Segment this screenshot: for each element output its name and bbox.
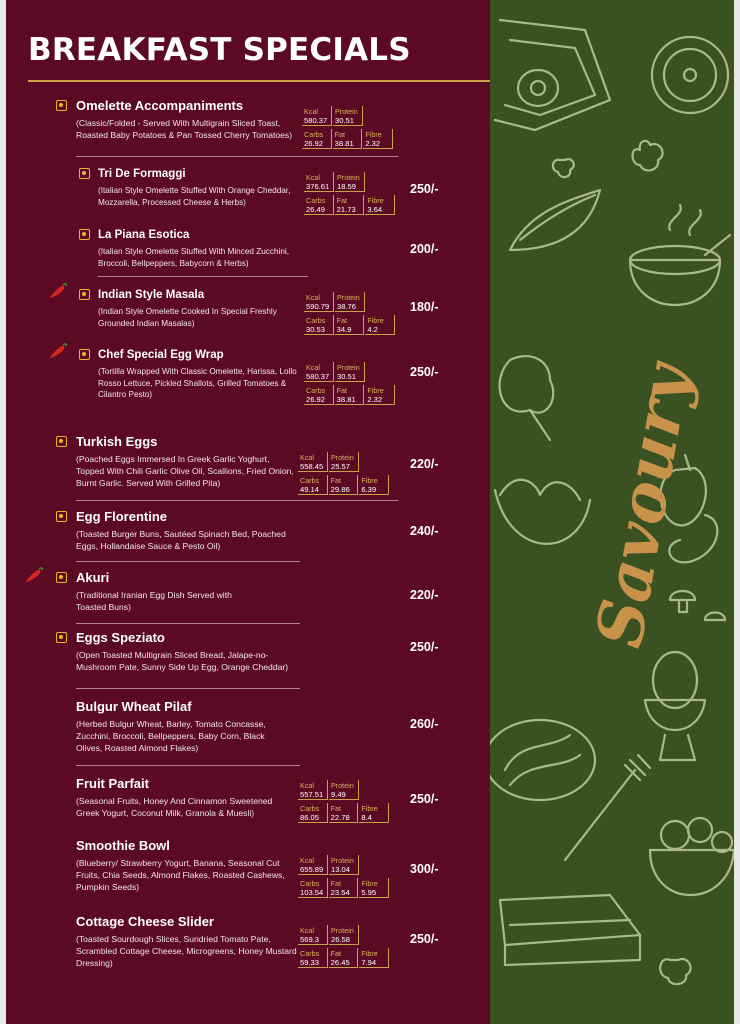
carbs-label: Carbs bbox=[300, 476, 320, 485]
fibre-label: Fibre bbox=[361, 949, 378, 958]
protein-label: Protein bbox=[331, 856, 354, 865]
fat-label: Fat bbox=[336, 316, 348, 325]
carbs-label: Carbs bbox=[300, 949, 320, 958]
item-price: 250/- bbox=[410, 182, 439, 196]
item-description: (Blueberry/ Strawberry Yogurt, Banana, Seasonal Cut Fruits, Chia Seeds, Almond Flakes, Roasted Cashews, Pumpkin Seeds) bbox=[76, 858, 285, 892]
menu-page bbox=[6, 0, 734, 1024]
item-description: (Classic/Folded - Served With Multigrain Sliced Toast, Roasted Baby Potatoes & Pan Tossed Cherry Tomatoes) bbox=[76, 118, 293, 140]
item-name: Egg Florentine bbox=[76, 509, 167, 524]
item-name: Fruit Parfait bbox=[76, 776, 149, 791]
menu-item bbox=[98, 166, 303, 208]
item-price: 260/- bbox=[410, 717, 439, 731]
item-description: (Herbed Bulgur Wheat, Barley, Tomato Concasse, Zucchini, Broccoli, Bellpeppers, Baby Corn, Black Olives, Roasted Almond Flakes) bbox=[76, 719, 266, 753]
item-price: 180/- bbox=[410, 300, 439, 314]
menu-column bbox=[6, 0, 490, 1024]
menu-item bbox=[98, 287, 303, 329]
menu-item bbox=[76, 630, 290, 673]
item-name: Turkish Eggs bbox=[76, 434, 158, 449]
savoury-label bbox=[520, 330, 720, 670]
protein-value: 38.76 bbox=[337, 302, 357, 311]
fibre-label: Fibre bbox=[367, 386, 384, 395]
carbs-value: 103.54 bbox=[300, 888, 324, 897]
menu-item bbox=[76, 838, 294, 893]
item-price: 220/- bbox=[410, 457, 439, 471]
item-name: Indian Style Masala bbox=[98, 289, 205, 301]
item-description: (Toasted Burger Buns, Sautéed Spinach Bed, Poached Eggs, Hollandaise Sauce & Pesto Oil) bbox=[76, 529, 286, 551]
nutrition-table bbox=[304, 172, 396, 215]
menu-item bbox=[76, 98, 301, 141]
kcal-value: 590.79 bbox=[306, 302, 330, 311]
menu-item bbox=[76, 434, 298, 489]
item-name: Bulgur Wheat Pilaf bbox=[76, 699, 192, 714]
kcal-value: 655.89 bbox=[300, 865, 324, 874]
item-description: (Tortilla Wrapped With Classic Omelette, Harissa, Lollo Rosso Lettuce, Pickled Shallots, Grilled Tomatoes & Cilantro Pesto) bbox=[98, 367, 297, 399]
fat-label: Fat bbox=[330, 804, 342, 813]
fibre-label: Fibre bbox=[367, 196, 384, 205]
menu-item bbox=[98, 227, 308, 269]
kcal-value: 580.37 bbox=[306, 372, 330, 381]
fibre-value: 7.94 bbox=[361, 958, 377, 967]
item-price: 250/- bbox=[410, 932, 439, 946]
fibre-label: Fibre bbox=[365, 130, 382, 139]
protein-value: 9.49 bbox=[331, 790, 346, 799]
fat-value: 21.73 bbox=[336, 205, 356, 214]
protein-value: 18.59 bbox=[337, 182, 357, 191]
kcal-value: 557.51 bbox=[300, 790, 324, 799]
item-name: La Piana Esotica bbox=[98, 229, 190, 241]
kcal-label: Kcal bbox=[306, 173, 320, 182]
menu-item bbox=[76, 699, 292, 754]
kcal-label: Kcal bbox=[300, 926, 314, 935]
veg-icon bbox=[79, 168, 90, 179]
item-price: 250/- bbox=[410, 792, 439, 806]
nutrition-table bbox=[298, 855, 390, 898]
kcal-value: 580.37 bbox=[304, 116, 328, 125]
veg-icon bbox=[79, 349, 90, 360]
item-divider bbox=[76, 765, 300, 766]
veg-icon bbox=[56, 572, 67, 583]
item-description: (Poached Eggs Immersed In Greek Garlic Yoghurt, Topped With Chili Garlic Olive Oil, Scallions, Fried Onion, Burnt Garlic. Served With Grilled Pita) bbox=[76, 454, 294, 488]
item-description: (Italian Style Omelette Stuffed With Minced Zucchini, Broccoli, Bellpeppers, Babycorn & Herbs) bbox=[98, 247, 289, 268]
carbs-label: Carbs bbox=[306, 316, 326, 325]
item-description: (Toasted Sourdough Slices, Sundried Tomato Pate, Scrambled Cottage Cheese, Microgreens, Honey Mustard Dressing) bbox=[76, 934, 297, 968]
nutrition-table bbox=[304, 362, 396, 405]
fat-value: 26.45 bbox=[330, 958, 350, 967]
fat-label: Fat bbox=[334, 130, 346, 139]
kcal-value: 569.3 bbox=[300, 935, 320, 944]
fibre-label: Fibre bbox=[361, 804, 378, 813]
item-description: (Seasonal Fruits, Honey And Cinnamon Sweetened Greek Yogurt, Coconut Milk, Granola & Muesli) bbox=[76, 796, 273, 818]
title-divider bbox=[28, 80, 490, 82]
item-name: Akuri bbox=[76, 570, 110, 585]
item-name: Omelette Accompaniments bbox=[76, 98, 244, 113]
fat-label: Fat bbox=[330, 879, 342, 888]
item-divider bbox=[76, 156, 398, 157]
nutrition-table bbox=[298, 925, 390, 968]
fibre-value: 2.32 bbox=[367, 395, 383, 404]
savoury-text: Savoury bbox=[581, 359, 706, 653]
protein-label: Protein bbox=[331, 926, 354, 935]
veg-icon bbox=[56, 511, 67, 522]
protein-label: Protein bbox=[331, 781, 354, 790]
carbs-label: Carbs bbox=[304, 130, 324, 139]
kcal-label: Kcal bbox=[304, 107, 318, 116]
fat-label: Fat bbox=[336, 386, 348, 395]
fibre-value: 4.2 bbox=[367, 325, 378, 334]
kcal-value: 376.61 bbox=[306, 182, 330, 191]
fibre-label: Fibre bbox=[367, 316, 384, 325]
carbs-value: 59.33 bbox=[300, 958, 320, 967]
veg-icon bbox=[56, 100, 67, 111]
menu-item bbox=[76, 776, 298, 819]
carbs-label: Carbs bbox=[306, 196, 326, 205]
fat-label: Fat bbox=[330, 949, 342, 958]
carbs-label: Carbs bbox=[306, 386, 326, 395]
carbs-label: Carbs bbox=[300, 804, 320, 813]
protein-label: Protein bbox=[335, 107, 358, 116]
item-divider bbox=[76, 561, 300, 562]
protein-value: 30.51 bbox=[335, 116, 355, 125]
protein-value: 25.57 bbox=[331, 462, 351, 471]
fat-value: 23.54 bbox=[330, 888, 350, 897]
carbs-value: 86.05 bbox=[300, 813, 320, 822]
kcal-label: Kcal bbox=[306, 363, 320, 372]
menu-item bbox=[76, 509, 298, 552]
veg-icon bbox=[79, 229, 90, 240]
carbs-value: 26.49 bbox=[306, 205, 326, 214]
item-divider bbox=[76, 688, 300, 689]
item-price: 300/- bbox=[410, 862, 439, 876]
nutrition-table bbox=[298, 452, 390, 495]
fibre-value: 6.39 bbox=[361, 485, 377, 494]
item-divider bbox=[76, 500, 398, 501]
nutrition-table bbox=[304, 292, 396, 335]
veg-icon bbox=[56, 632, 67, 643]
menu-item bbox=[76, 914, 298, 969]
kcal-label: Kcal bbox=[306, 293, 320, 302]
protein-value: 26.58 bbox=[331, 935, 351, 944]
item-name: Eggs Speziato bbox=[76, 630, 165, 645]
fibre-value: 8.4 bbox=[361, 813, 372, 822]
fat-value: 38.81 bbox=[336, 395, 356, 404]
protein-value: 13.04 bbox=[331, 865, 351, 874]
carbs-value: 26.92 bbox=[306, 395, 326, 404]
fat-value: 34.9 bbox=[336, 325, 352, 334]
protein-value: 30.51 bbox=[337, 372, 357, 381]
item-divider bbox=[98, 276, 308, 277]
protein-label: Protein bbox=[331, 453, 354, 462]
kcal-label: Kcal bbox=[300, 781, 314, 790]
item-description: (Open Toasted Multigrain Sliced Bread, Jalape-no-Mushroom Pate, Sunny Side Up Egg, Orange Cheddar) bbox=[76, 650, 289, 672]
item-price: 200/- bbox=[410, 242, 439, 256]
nutrition-table bbox=[302, 106, 394, 149]
item-price: 250/- bbox=[410, 365, 439, 379]
kcal-value: 558.45 bbox=[300, 462, 324, 471]
nutrition-table bbox=[298, 780, 390, 823]
fat-label: Fat bbox=[336, 196, 348, 205]
kcal-label: Kcal bbox=[300, 453, 314, 462]
veg-icon bbox=[79, 289, 90, 300]
kcal-label: Kcal bbox=[300, 856, 314, 865]
fat-value: 22.78 bbox=[330, 813, 350, 822]
spicy-chili-icon bbox=[48, 282, 68, 300]
item-name: Cottage Cheese Slider bbox=[76, 914, 214, 929]
page-title: BREAKFAST SPECIALS bbox=[28, 32, 411, 68]
item-name: Tri De Formaggi bbox=[98, 168, 186, 180]
fibre-value: 5.95 bbox=[361, 888, 377, 897]
veg-icon bbox=[56, 436, 67, 447]
carbs-value: 49.14 bbox=[300, 485, 320, 494]
spicy-chili-icon bbox=[24, 566, 44, 584]
fibre-label: Fibre bbox=[361, 879, 378, 888]
fat-value: 38.81 bbox=[334, 139, 354, 148]
item-name: Smoothie Bowl bbox=[76, 838, 170, 853]
item-name: Chef Special Egg Wrap bbox=[98, 349, 224, 361]
item-price: 240/- bbox=[410, 524, 439, 538]
carbs-label: Carbs bbox=[300, 879, 320, 888]
menu-item bbox=[76, 570, 256, 613]
item-description: (Italian Style Omelette Stuffed With Orange Cheddar, Mozzarella, Processed Cheese & Herbs) bbox=[98, 186, 291, 207]
item-price: 220/- bbox=[410, 588, 439, 602]
item-description: (Indian Style Omelette Cooked In Special Freshly Grounded Indian Masalas) bbox=[98, 307, 277, 328]
item-divider bbox=[76, 623, 300, 624]
fat-label: Fat bbox=[330, 476, 342, 485]
carbs-value: 26.92 bbox=[304, 139, 324, 148]
fat-value: 29.86 bbox=[330, 485, 350, 494]
savoury-panel bbox=[490, 0, 734, 1024]
item-price: 250/- bbox=[410, 640, 439, 654]
menu-item bbox=[98, 347, 303, 401]
protein-label: Protein bbox=[337, 363, 360, 372]
protein-label: Protein bbox=[337, 293, 360, 302]
item-description: (Traditional Iranian Egg Dish Served with Toasted Buns) bbox=[76, 590, 232, 612]
protein-label: Protein bbox=[337, 173, 360, 182]
fibre-value: 3.64 bbox=[367, 205, 383, 214]
spicy-chili-icon bbox=[48, 342, 68, 360]
fibre-label: Fibre bbox=[361, 476, 378, 485]
carbs-value: 30.53 bbox=[306, 325, 326, 334]
fibre-value: 2.32 bbox=[365, 139, 381, 148]
